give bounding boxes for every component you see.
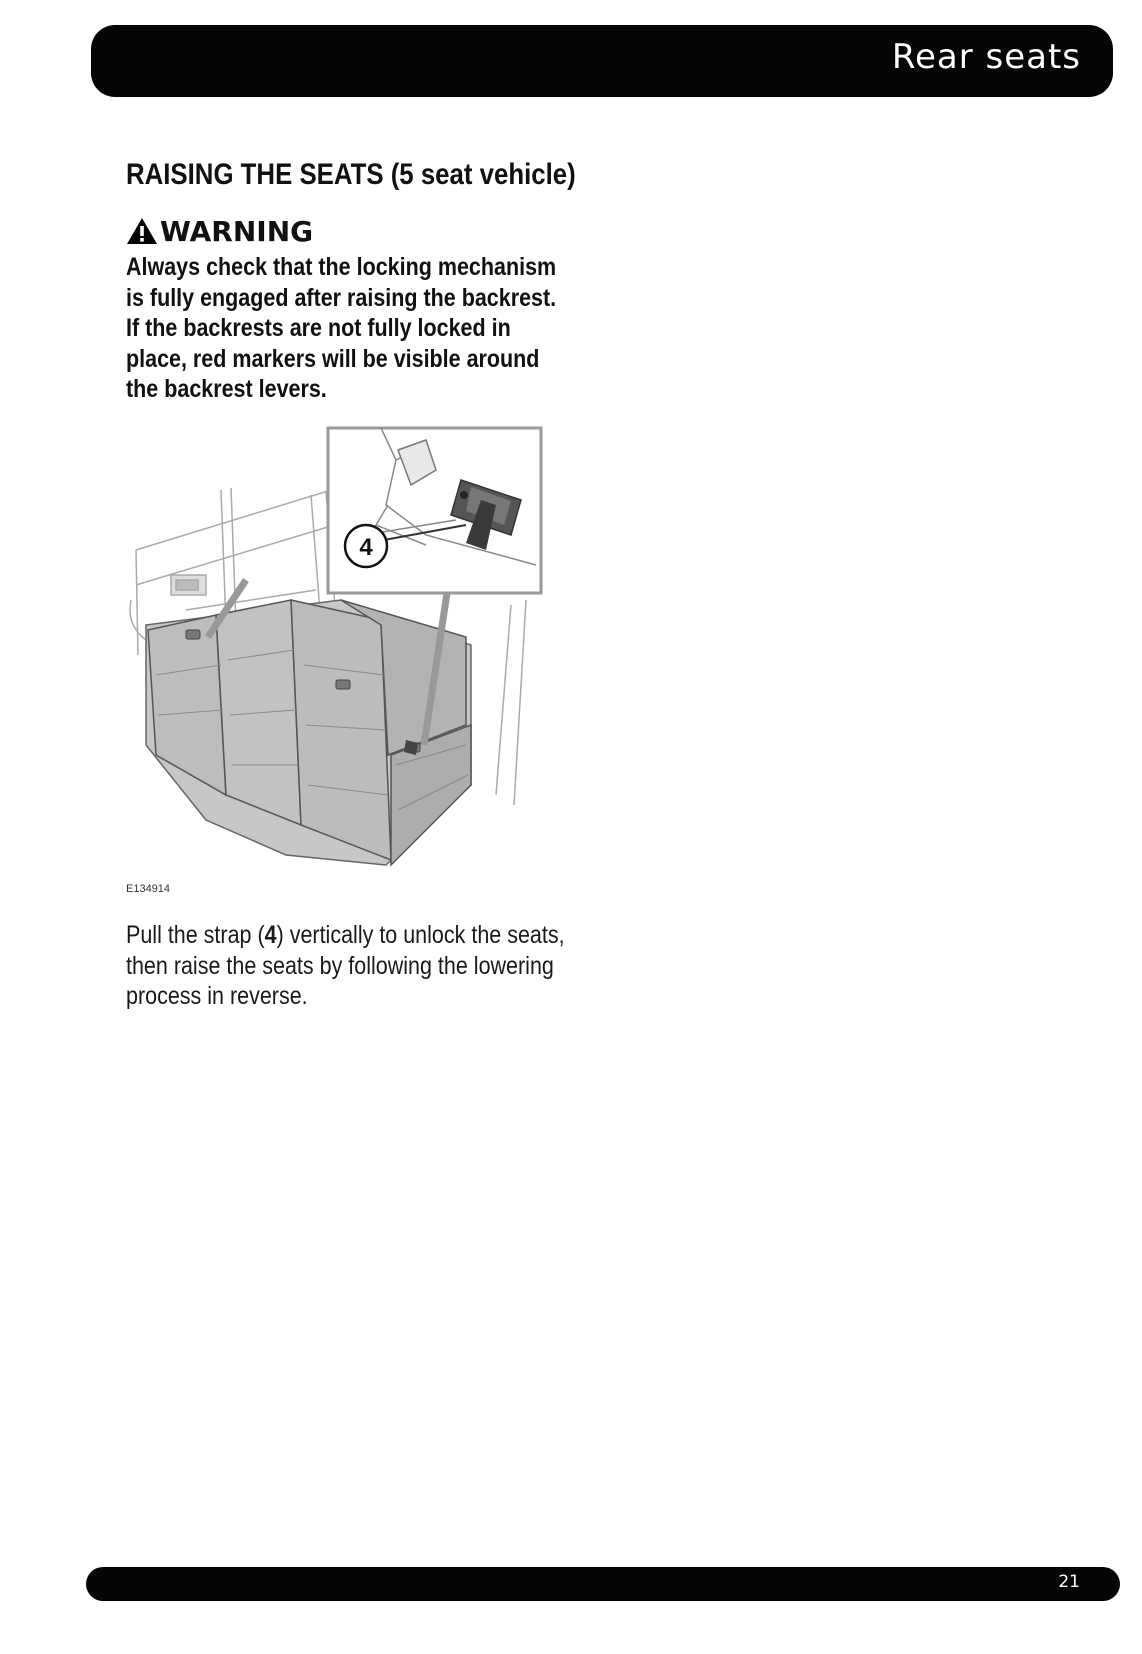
body-text-part-1: Pull the strap ( — [126, 921, 265, 949]
rear-seat-drawing — [126, 425, 576, 895]
warning-text: Always check that the locking mechanism is fully engaged after raising the backrest. If the backrests are not fully locked in place, red markers will be visible around the backrest levers. — [126, 253, 557, 403]
warning-triangle-icon — [126, 217, 158, 245]
footer-bar — [86, 1567, 1120, 1601]
figure-code: E134914 — [126, 883, 171, 895]
body-text-part-2: ) vertically to unlock the seats, then raise the seats by following the lowering process in reverse. — [126, 921, 565, 1010]
section-heading: RAISING THE SEATS (5 seat vehicle) — [126, 158, 576, 191]
header-bar — [91, 25, 1113, 97]
warning-title — [126, 214, 313, 248]
body-text — [126, 920, 582, 1012]
rear-seat-illustration — [126, 425, 576, 895]
page-header-title: Rear seats — [891, 37, 1081, 77]
callout-label-4: 4 — [359, 534, 373, 561]
warning-label: WARNING — [160, 214, 314, 248]
page-number: 21 — [1058, 1572, 1080, 1592]
strap-reference: 4 — [264, 921, 277, 949]
